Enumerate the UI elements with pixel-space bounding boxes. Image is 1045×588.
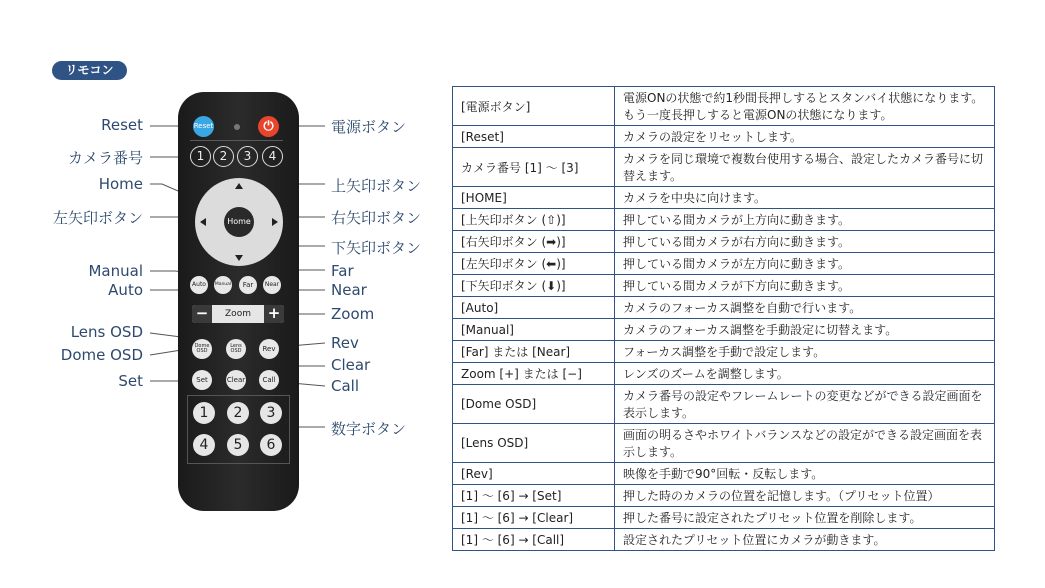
table-key-cell: [右矢印ボタン (➡)] (453, 231, 615, 253)
camera-1-button[interactable]: 1 (190, 146, 211, 167)
table-row (453, 87, 995, 126)
table-row (453, 507, 995, 529)
clear-button[interactable]: Clear (226, 370, 246, 390)
table-row (453, 209, 995, 231)
label-right-arrow: 右矢印ボタン (331, 209, 422, 227)
table-key-cell: [上矢印ボタン (⇧)] (453, 209, 615, 231)
camera-3-button[interactable]: 3 (237, 146, 258, 167)
remote-control (178, 92, 299, 511)
rev-button[interactable]: Rev (259, 339, 279, 359)
label-reset: Reset (101, 116, 143, 134)
label-auto: Auto (108, 281, 143, 299)
table-row (453, 319, 995, 341)
table-desc-cell: カメラを中央に向けます。 (615, 187, 995, 209)
table-row (453, 363, 995, 385)
table-desc-cell: カメラの設定をリセットします。 (615, 126, 995, 148)
reset-button[interactable]: Reset (193, 116, 214, 137)
table-row (453, 529, 995, 551)
table-key-cell: [HOME] (453, 187, 615, 209)
left-arrow-icon[interactable] (200, 218, 206, 226)
table-key-cell: [Far] または [Near] (453, 341, 615, 363)
table-desc-cell: 押した番号に設定されたプリセット位置を削除します。 (615, 507, 995, 529)
table-row (453, 148, 995, 187)
section-badge: リモコン (52, 61, 127, 80)
number-button-2[interactable]: 2 (227, 402, 249, 424)
number-button-5[interactable]: 5 (227, 434, 249, 456)
home-button[interactable]: Home (224, 207, 254, 237)
up-arrow-icon[interactable] (235, 183, 243, 189)
call-button[interactable]: Call (259, 370, 279, 390)
table-desc-cell: カメラのフォーカス調整を手動設定に切替えます。 (615, 319, 995, 341)
auto-button[interactable]: Auto (190, 276, 208, 294)
table-key-cell: [左矢印ボタン (⬅)] (453, 253, 615, 275)
table-key-cell: [Rev] (453, 463, 615, 485)
down-arrow-icon[interactable] (235, 255, 243, 261)
label-set: Set (118, 372, 143, 390)
dome-osd-button[interactable]: Dome OSD (192, 339, 212, 359)
zoom-minus-button[interactable]: − (192, 305, 212, 323)
table-key-cell: [1] ～ [6] → [Set] (453, 485, 615, 507)
table-desc-cell: カメラのフォーカス調整を自動で行います。 (615, 297, 995, 319)
table-desc-cell: フォーカス調整を手動で設定します。 (615, 341, 995, 363)
table-row (453, 297, 995, 319)
table-row (453, 275, 995, 297)
table-key-cell: [Reset] (453, 126, 615, 148)
table-desc-cell: 押している間カメラが右方向に動きます。 (615, 231, 995, 253)
table-row (453, 385, 995, 424)
label-manual: Manual (88, 262, 143, 280)
table-desc-cell: 電源ONの状態で約1秒間長押しするとスタンバイ状態になります。もう一度長押しすると電源ONの状態になります。 (615, 87, 995, 126)
table-desc-cell: レンズのズームを調整します。 (615, 363, 995, 385)
zoom-control (192, 305, 284, 323)
power-button[interactable]: ⏻ (258, 116, 279, 137)
table-desc-cell: カメラを同じ環境で複数台使用する場合、設定したカメラ番号に切替えます。 (615, 148, 995, 187)
table-row (453, 253, 995, 275)
label-zoom: Zoom (331, 305, 375, 323)
table-key-cell: [Dome OSD] (453, 385, 615, 424)
table-row (453, 187, 995, 209)
lens-osd-button[interactable]: Lens OSD (226, 339, 246, 359)
number-button-4[interactable]: 4 (193, 434, 215, 456)
number-button-3[interactable]: 3 (260, 402, 282, 424)
manual-button[interactable]: Manual (214, 276, 232, 294)
table-desc-cell: 画面の明るさやホワイトバランスなどの設定ができる設定画面を表示します。 (615, 424, 995, 463)
number-button-1[interactable]: 1 (193, 402, 215, 424)
table-row (453, 463, 995, 485)
status-led (234, 124, 240, 130)
table-row (453, 126, 995, 148)
table-key-cell: Zoom [+] または [−] (453, 363, 615, 385)
label-down-arrow: 下矢印ボタン (331, 239, 422, 257)
label-left-arrow: 左矢印ボタン (52, 209, 143, 227)
table-desc-cell: 押している間カメラが下方向に動きます。 (615, 275, 995, 297)
label-call: Call (331, 377, 360, 395)
table-desc-cell: 押した時のカメラの位置を記憶します。（プリセット位置） (615, 485, 995, 507)
table-row (453, 424, 995, 463)
table-key-cell: [Lens OSD] (453, 424, 615, 463)
right-arrow-icon[interactable] (272, 218, 278, 226)
divider (190, 140, 283, 141)
table-key-cell: [下矢印ボタン (⬇)] (453, 275, 615, 297)
table-desc-cell: 設定されたプリセット位置にカメラが動きます。 (615, 529, 995, 551)
table-desc-cell: 押している間カメラが左方向に動きます。 (615, 253, 995, 275)
table-key-cell: [1] ～ [6] → [Clear] (453, 507, 615, 529)
table-key-cell: カメラ番号 [1] ～ [3] (453, 148, 615, 187)
label-lens-osd: Lens OSD (70, 323, 143, 341)
table-row (453, 341, 995, 363)
table-key-cell: [Manual] (453, 319, 615, 341)
label-rev: Rev (331, 334, 359, 352)
zoom-plus-button[interactable]: + (264, 305, 284, 323)
label-near: Near (331, 281, 367, 299)
label-number-buttons: 数字ボタン (331, 420, 407, 438)
table-key-cell: [Auto] (453, 297, 615, 319)
label-clear: Clear (331, 356, 371, 374)
function-table (452, 86, 995, 551)
table-key-cell: [1] ～ [6] → [Call] (453, 529, 615, 551)
far-button[interactable]: Far (239, 276, 257, 294)
table-row (453, 231, 995, 253)
camera-4-button[interactable]: 4 (262, 146, 283, 167)
table-desc-cell: 押している間カメラが上方向に動きます。 (615, 209, 995, 231)
direction-pad (195, 178, 283, 266)
set-button[interactable]: Set (192, 370, 212, 390)
label-camera-number: カメラ番号 (67, 149, 143, 167)
label-up-arrow: 上矢印ボタン (331, 177, 422, 195)
number-button-6[interactable]: 6 (260, 434, 282, 456)
table-desc-cell: 映像を手動で90°回転・反転します。 (615, 463, 995, 485)
label-dome-osd: Dome OSD (60, 346, 143, 364)
label-power: 電源ボタン (331, 118, 407, 136)
label-home: Home (98, 175, 143, 193)
number-pad (187, 395, 290, 464)
table-desc-cell: カメラ番号の設定やフレームレートの変更などができる設定画面を表示します。 (615, 385, 995, 424)
table-key-cell: [電源ボタン] (453, 87, 615, 126)
zoom-label: Zoom (225, 309, 251, 319)
camera-2-button[interactable]: 2 (213, 146, 234, 167)
table-row (453, 485, 995, 507)
label-far: Far (331, 262, 354, 280)
near-button[interactable]: Near (263, 276, 281, 294)
